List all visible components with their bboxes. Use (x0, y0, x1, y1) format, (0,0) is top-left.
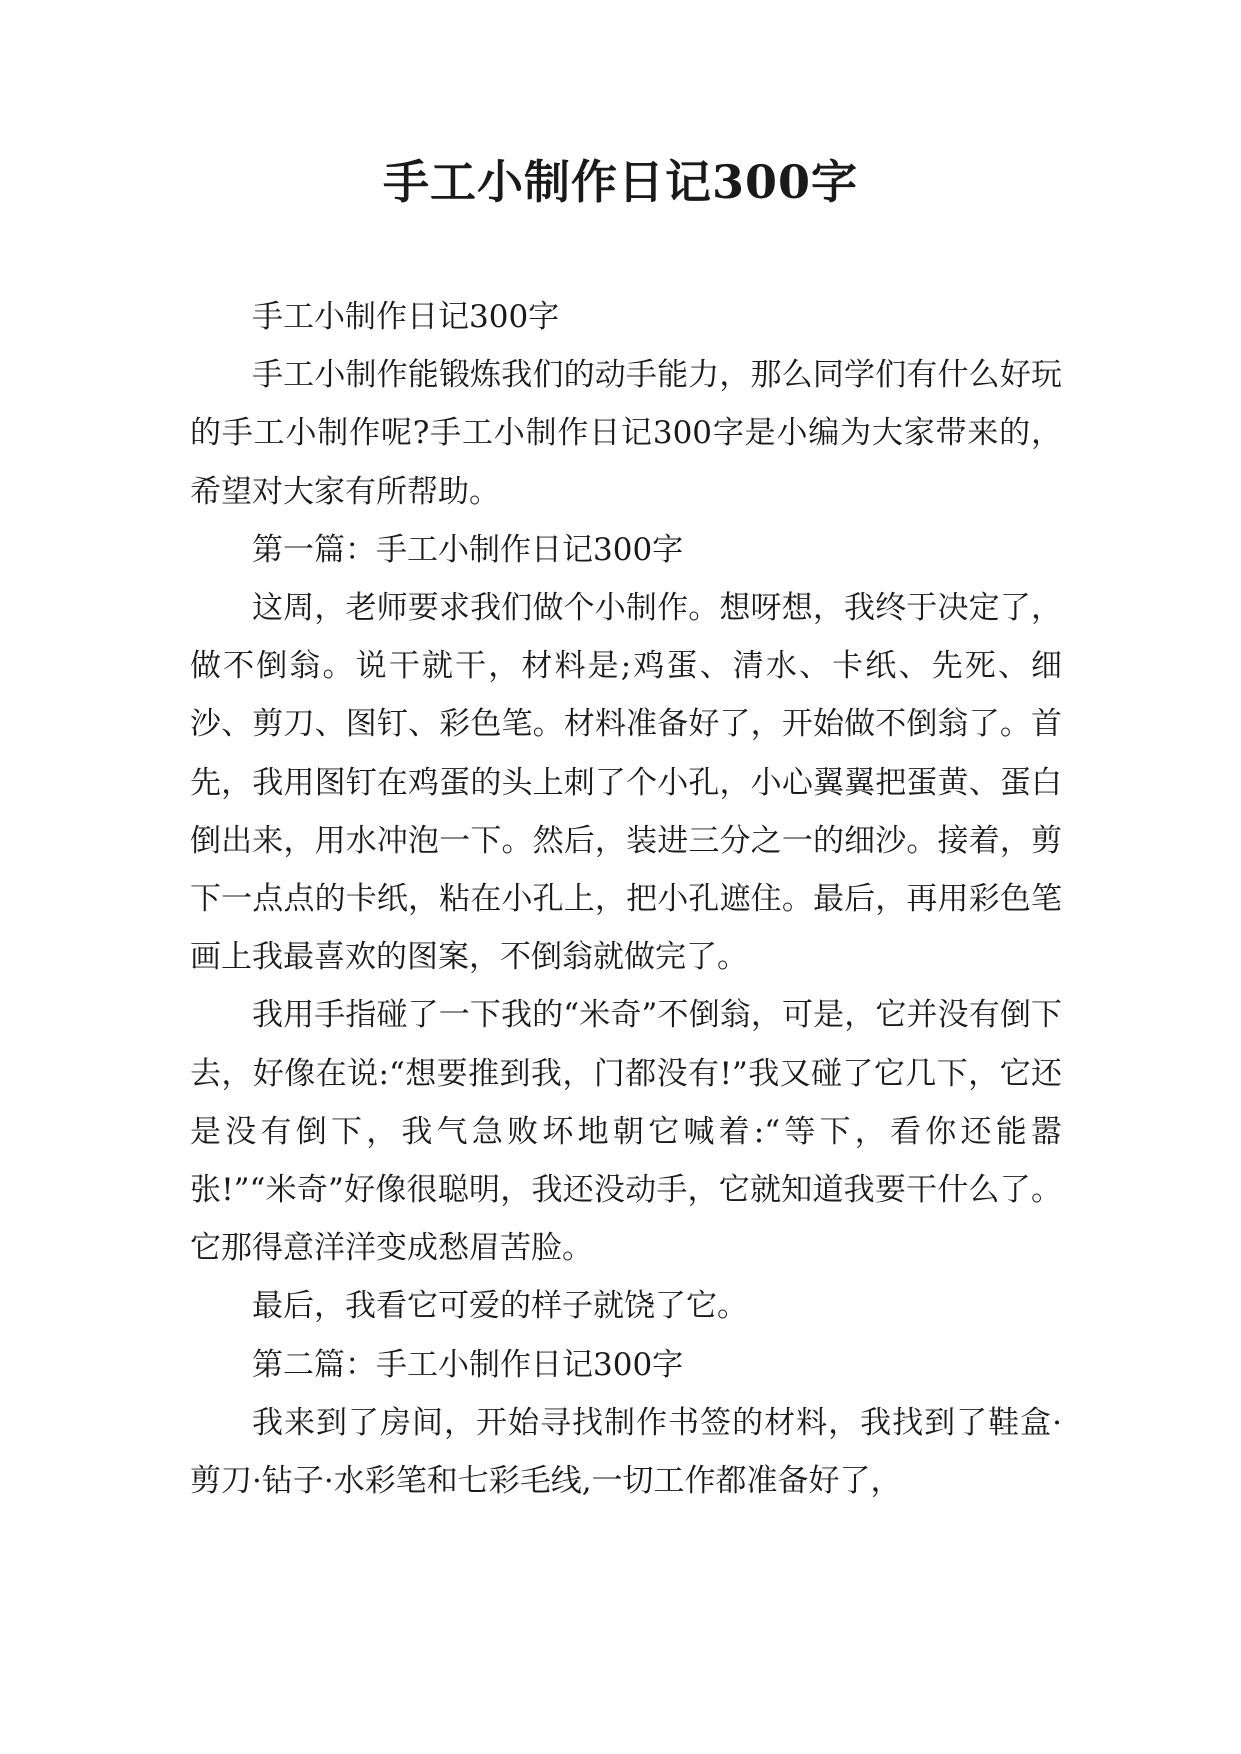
section-heading-second: 第二篇：手工小制作日记300字 (252, 1346, 684, 1383)
body-paragraph: 这周，老师要求我们做个小制作。想呀想，我终于决定了，做不倒翁。说干就干，材料是;鸡蛋、清水、卡纸、先死、细沙、剪刀、图钉、彩色笔。材料准备好了，开始做不倒翁了。首先，我用图钉在鸡蛋的头上刺了个小孔，小心翼翼把蛋黄、蛋白倒出来，用水冲泡一下。然后，装进三分之一的细沙。接着，剪下一点点的卡纸，粘在小孔上，把小孔遮住。最后，再用彩色笔画上我最喜欢的图案，不倒翁就做完了。 (190, 590, 1062, 976)
body-paragraph: 我用手指碰了一下我的“米奇”不倒翁，可是，它并没有倒下去，好像在说:“想要推到我，门都没有!”我又碰了它几下，它还是没有倒下，我气急败坏地朝它喊着:“等下，看你还能嚣张!”“米奇”好像很聪明，我还没动手，它就知道我要干什么了。它那得意洋洋变成愁眉苦脸。 (190, 997, 1062, 1267)
body-paragraph: 我来到了房间，开始寻找制作书签的材料，我找到了鞋盒·剪刀·钻子·水彩笔和七彩毛线,一切工作都准备好了， (190, 1404, 1062, 1500)
intro-paragraph: 手工小制作能锻炼我们的动手能力，那么同学们有什么好玩的手工小制作呢?手工小制作日记300字是小编为大家带来的，希望对大家有所帮助。 (190, 357, 1062, 510)
section-heading-first: 第一篇：手工小制作日记300字 (252, 531, 684, 568)
body-paragraph: 最后，我看它可爱的样子就饶了它。 (252, 1288, 748, 1325)
document-title: 手工小制作日记300字 (382, 155, 859, 209)
document-body (190, 288, 1062, 1510)
subtitle-paragraph: 手工小制作日记300字 (252, 299, 560, 335)
